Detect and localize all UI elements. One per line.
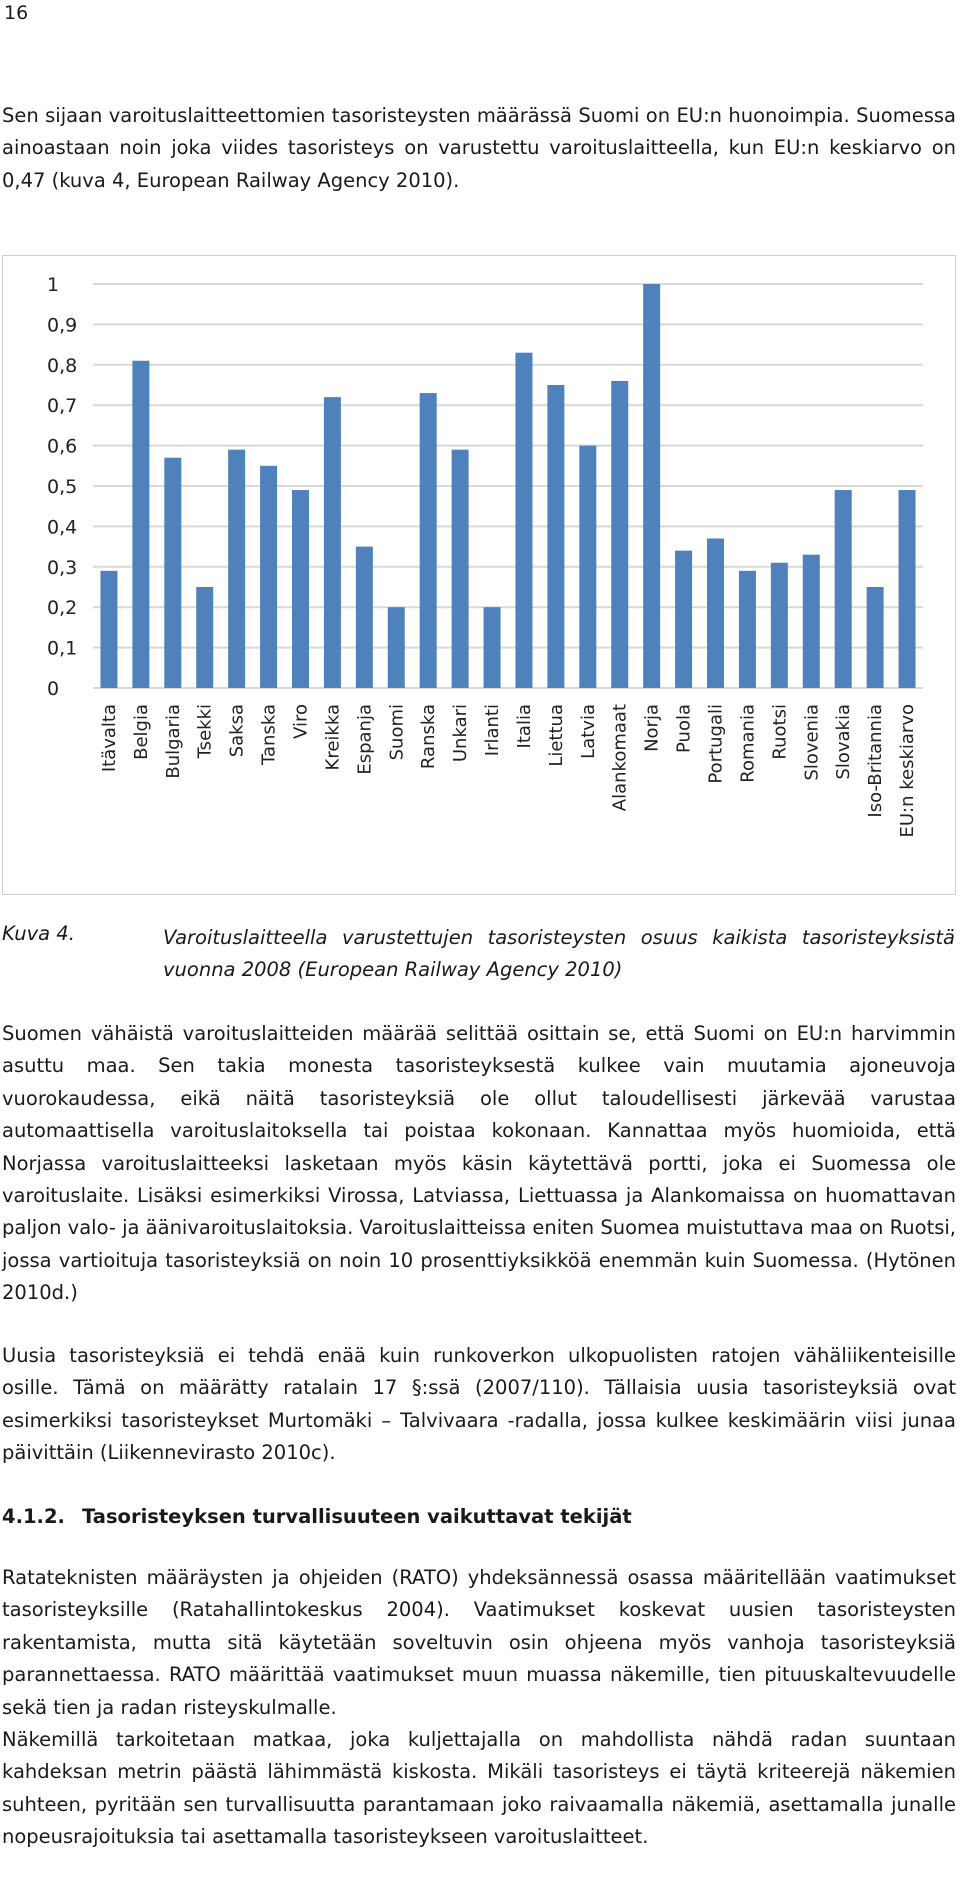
y-tick-label: 0 <box>47 678 60 700</box>
x-category-label: Kreikka <box>322 704 344 771</box>
x-category-label: Norja <box>641 704 663 752</box>
bar <box>899 490 916 688</box>
bar <box>292 490 309 688</box>
x-category-label: Unkari <box>450 704 472 763</box>
x-category-label: Puola <box>673 704 695 753</box>
x-category-label: Irlanti <box>482 704 504 757</box>
section-heading-title: Tasoristeyksen turvallisuuteen vaikuttavat tekijät <box>82 1505 632 1528</box>
bar <box>196 587 213 688</box>
x-category-label: Bulgaria <box>162 704 184 779</box>
bar <box>611 381 628 688</box>
page-number: 16 <box>4 2 29 24</box>
x-category-label: Ranska <box>418 704 440 770</box>
intro-paragraph: Sen sijaan varoituslaitteettomien tasoristeysten määrässä Suomi on EU:n huonoimpia. Suomessa ainoastaan noin joka viides tasoristeys on varustettu varoituslaitteella, kun EU:n keskiarvo on 0,47 (kuva 4, European Railway Agency 2010). <box>2 104 956 192</box>
bar <box>675 551 692 688</box>
bar <box>388 607 405 688</box>
x-category-label: Alankomaat <box>609 704 631 812</box>
y-tick-label: 0,1 <box>47 637 78 660</box>
bar <box>324 397 341 688</box>
x-category-label: Itävalta <box>98 704 120 773</box>
y-tick-label: 0,9 <box>47 314 78 337</box>
x-category-label: Italia <box>513 704 535 749</box>
bar <box>771 563 788 688</box>
x-category-label: Tsekki <box>194 704 216 759</box>
section-heading-number: 4.1.2. <box>2 1505 65 1528</box>
x-category-label: Tanska <box>258 704 280 765</box>
y-tick-label: 0,4 <box>47 516 78 539</box>
bar <box>484 607 501 688</box>
x-category-label: Slovenia <box>801 704 823 781</box>
bar <box>643 284 660 688</box>
x-category-label: Suomi <box>386 704 408 761</box>
bar <box>867 587 884 688</box>
bar <box>835 490 852 688</box>
x-category-label: Espanja <box>354 704 376 775</box>
bar <box>803 555 820 688</box>
x-category-label: Ruotsi <box>769 704 791 760</box>
x-category-label: Latvia <box>577 704 599 759</box>
x-category-label: Liettua <box>545 704 567 767</box>
bar <box>515 353 532 688</box>
y-tick-label: 0,7 <box>47 395 78 418</box>
bar <box>356 547 373 688</box>
x-category-label: EU:n keskiarvo <box>897 704 919 838</box>
y-tick-label: 0,5 <box>47 476 78 498</box>
bar <box>132 361 149 688</box>
bar <box>420 393 437 688</box>
bar <box>164 458 181 688</box>
bar-chart-svg <box>3 256 957 896</box>
paragraph-5: Näkemillä tarkoitetaan matkaa, joka kuljettajalla on mahdollista nähdä radan suuntaan kahdeksan metrin päästä lähimmästä kiskosta. Mikäli tasoristeys ei täytä kriteerejä näkemien suhteen, pyritään sen turvallisuutta parantamaan joko raivaamalla näkemiä, asettamalla junalle nopeusrajoituksia tai asettamalla tasoristeykseen varoituslaitteet. <box>2 1728 956 1849</box>
bar <box>228 450 245 688</box>
bar <box>739 571 756 688</box>
x-category-label: Saksa <box>226 704 248 758</box>
bar <box>547 385 564 688</box>
bar <box>452 450 469 688</box>
x-category-label: Romania <box>737 704 759 783</box>
bar <box>260 466 277 688</box>
paragraph-3: Uusia tasoristeyksiä ei tehdä enää kuin runkoverkon ulkopuolisten ratojen vähäliikenteisille osille. Tämä on määrätty ratalain 17 §:ssä (2007/110). Tällaisia uusia tasoristeyksiä ovat esimerkiksi tasoristeykset Murtomäki – Talvivaara -radalla, jossa kulkee keskimäärin viisi junaa päivittäin (Liikennevirasto 2010c). <box>2 1344 956 1465</box>
x-category-label: Belgia <box>130 704 152 760</box>
paragraph-4: Ratateknisten määräysten ja ohjeiden (RATO) yhdeksännessä osassa määritellään vaatimukset tasoristeyksille (Ratahallintokeskus 2004). Vaatimukset koskevat uusien tasoristeysten rakentamista, mutta sitä käytetään soveltuvin osin ohjeena myös vanhoja tasoristeyksiä parannettaessa. RATO määrittää vaatimukset muun muassa näkemille, tien pituuskaltevuudelle sekä tien ja radan risteyskulmalle. <box>2 1566 956 1719</box>
x-category-label: Iso-Britannia <box>865 704 887 818</box>
bar <box>579 446 596 688</box>
x-category-label: Portugali <box>705 704 727 784</box>
y-tick-label: 0,2 <box>47 597 78 620</box>
x-category-label: Viro <box>290 704 312 739</box>
y-tick-label: 0,8 <box>47 354 78 377</box>
x-category-label: Slovakia <box>833 704 855 780</box>
bar-chart <box>2 255 956 895</box>
figure-caption-label: Kuva 4. <box>2 922 75 945</box>
y-tick-label: 1 <box>47 274 60 296</box>
bar <box>100 571 117 688</box>
y-tick-label: 0,3 <box>47 556 78 579</box>
paragraph-2: Suomen vähäistä varoituslaitteiden määrää selittää osittain se, että Suomi on EU:n harvimmin asuttu maa. Sen takia monesta tasoristeyksestä kulkee vain muutamia ajoneuvoja vuorokaudessa, eikä näitä tasoristeyksiä ole ollut taloudellisesti järkevää varustaa automaattisella varoituslaitoksella tai poistaa kokonaan. Kannattaa myös huomioida, että Norjassa varoituslaitteeksi lasketaan myös käsin käytettävä portti, joka ei Suomessa ole varoituslaite. Lisäksi esimerkiksi Virossa, Latviassa, Liettuassa ja Alankomaissa on huomattavan paljon valo- ja äänivaroituslaitoksia. Varoituslaitteissa eniten Suomea muistuttava maa on Ruotsi, jossa vartioituja tasoristeyksiä on noin 10 prosenttiyksikköä enemmän kuin Suomessa. (Hytönen 2010d.) <box>2 1022 956 1305</box>
figure-caption-text: Varoituslaitteella varustettujen tasoristeysten osuus kaikista tasoristeyksistä vuonna 2008 (European Railway Agency 2010) <box>163 926 955 982</box>
bar <box>707 539 724 688</box>
y-tick-label: 0,6 <box>47 435 78 458</box>
